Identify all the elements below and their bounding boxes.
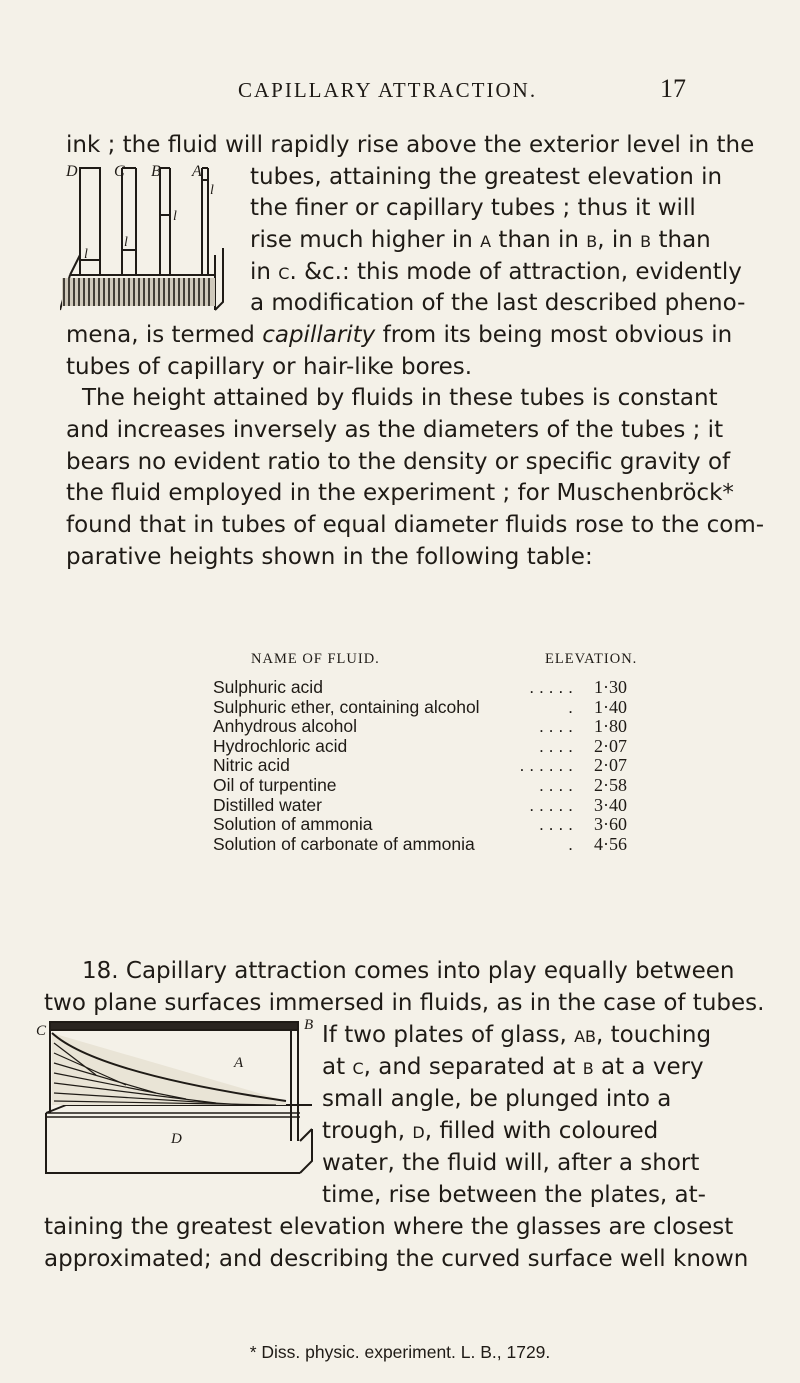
figure-label-d: D xyxy=(66,163,78,180)
svg-text:l: l xyxy=(173,209,177,224)
fluid-name: Solution of ammonia xyxy=(213,814,373,835)
elevation-value: 1·40 xyxy=(594,696,627,717)
text-line: two plane surfaces immersed in fluids, as in the case of tubes. xyxy=(44,990,765,1016)
text-line: The height attained by fluids in these tubes is constant xyxy=(82,385,718,411)
leader-dots: . xyxy=(568,696,573,717)
fluid-name: Sulphuric ether, containing alcohol xyxy=(213,696,480,717)
leader-dots: . . . . . . xyxy=(519,755,573,776)
elevation-value: 2·07 xyxy=(594,735,627,756)
svg-text:l: l xyxy=(210,183,214,198)
table-header-elevation: ELEVATION. xyxy=(545,651,638,667)
text-line: the finer or capillary tubes ; thus it will xyxy=(250,195,696,221)
elevation-value: 3·60 xyxy=(594,814,627,835)
text-line: taining the greatest elevation where the glasses are closest xyxy=(44,1214,734,1240)
elevation-value: 2·58 xyxy=(594,775,627,795)
text-line: time, rise between the plates, at- xyxy=(322,1182,706,1208)
fluid-name: Oil of turpentine xyxy=(213,775,337,795)
figure-label-a: A xyxy=(234,1055,244,1071)
footnote: * Diss. physic. experiment. L. B., 1729. xyxy=(249,1342,551,1362)
fluid-name: Anhydrous alcohol xyxy=(213,716,357,737)
figure-label-b: B xyxy=(151,163,161,180)
text-line: found that in tubes of equal diameter fluids rose to the com- xyxy=(66,512,765,538)
elevation-value: 1·30 xyxy=(594,677,627,697)
glass-plates-figure xyxy=(36,1013,326,1193)
figure-label-c: C xyxy=(36,1023,47,1039)
text-line: 18. Capillary attraction comes into play equally between xyxy=(82,958,735,984)
svg-text:l: l xyxy=(84,247,88,262)
elevation-value: 1·80 xyxy=(594,716,627,737)
fluid-name: Solution of carbonate of ammonia xyxy=(213,833,475,854)
svg-text:l: l xyxy=(124,235,128,250)
elevation-value: 2·07 xyxy=(594,755,627,776)
text-line: approximated; and describing the curved surface well known xyxy=(44,1246,749,1272)
text-line: a modification of the last described pheno- xyxy=(250,290,746,316)
text-line: and increases inversely as the diameters of the tubes ; it xyxy=(66,417,724,443)
figure-label-c: C xyxy=(114,163,125,180)
page-number: 17 xyxy=(660,74,686,103)
table-header-name: NAME OF FLUID. xyxy=(251,651,380,667)
text-line: the fluid employed in the experiment ; for Muschenbröck* xyxy=(66,480,734,506)
text-line: If two plates of glass, ab, touching xyxy=(322,1022,712,1048)
text-line: mena, is termed capillarity from its being most obvious in xyxy=(66,322,733,348)
text-line: parative heights shown in the following table: xyxy=(66,544,593,570)
text-line: water, the fluid will, after a short xyxy=(322,1150,700,1176)
leader-dots: . xyxy=(568,833,573,854)
figure-label-d: D xyxy=(171,1131,182,1147)
fluid-name: Sulphuric acid xyxy=(213,677,323,697)
text-line: small angle, be plunged into a xyxy=(322,1086,672,1112)
fluid-name: Distilled water xyxy=(213,794,322,815)
fluid-name: Nitric acid xyxy=(213,755,290,776)
text-line: trough, d, filled with coloured xyxy=(322,1118,659,1144)
text-line: tubes, attaining the greatest elevation in xyxy=(250,164,723,190)
text-line: rise much higher in a than in b, in b than xyxy=(250,227,711,253)
leader-dots: . . . . xyxy=(538,814,573,835)
leader-dots: . . . . xyxy=(538,775,573,795)
leader-dots: . . . . . xyxy=(529,794,573,815)
figure-label-b: B xyxy=(304,1017,314,1033)
text-line: tubes of capillary or hair-like bores. xyxy=(66,354,473,380)
table-row xyxy=(213,834,683,856)
elevation-value: 4·56 xyxy=(594,833,627,854)
elevation-value: 3·40 xyxy=(594,794,627,815)
running-title: CAPILLARY ATTRACTION. xyxy=(238,78,538,102)
leader-dots: . . . . xyxy=(538,716,573,737)
leader-dots: . . . . xyxy=(538,735,573,756)
text-line: at c, and separated at b at a very xyxy=(322,1054,704,1080)
figure-label-a: A xyxy=(192,163,202,180)
capillary-tubes-figure xyxy=(60,160,250,320)
text-line: in c. &c.: this mode of attraction, evidently xyxy=(250,259,742,285)
leader-dots: . . . . . xyxy=(529,677,573,697)
fluid-name: Hydrochloric acid xyxy=(213,735,348,756)
text-line: bears no evident ratio to the density or specific gravity of xyxy=(66,449,731,475)
text-line: ink ; the fluid will rapidly rise above the exterior level in the xyxy=(66,132,755,158)
